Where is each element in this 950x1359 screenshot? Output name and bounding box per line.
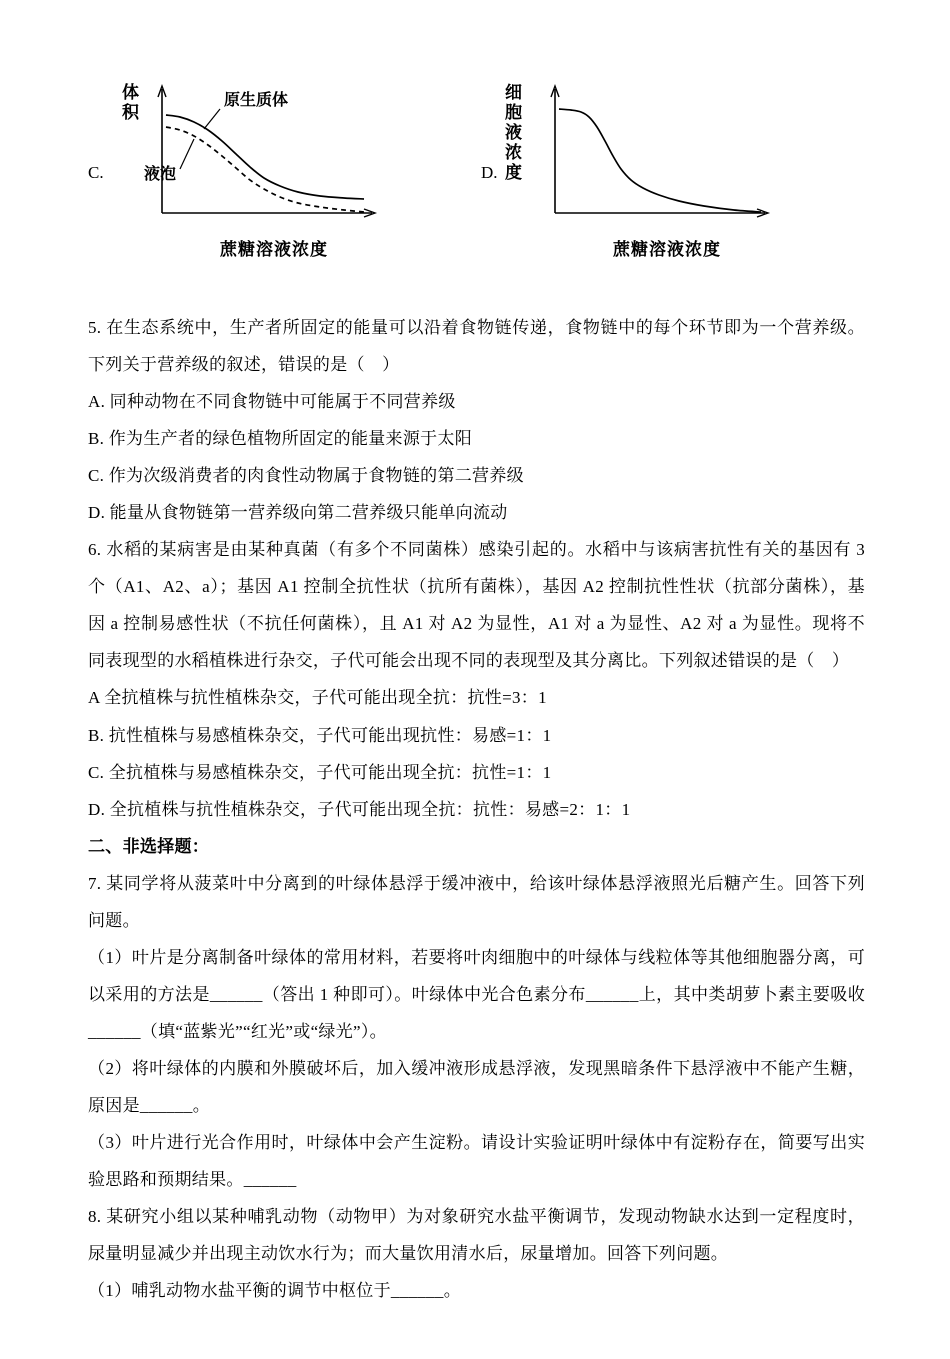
question-line: （3）叶片进行光合作用时，叶绿体中会产生淀粉。请设计实验证明叶绿体中有淀粉存在，简要写出实验思路和预期结果。______: [88, 1133, 865, 1190]
question-line: 5. 在生态系统中，生产者所固定的能量可以沿着食物链传递，食物链中的每个环节即为一个营养级。下列关于营养级的叙述，错误的是（ ）: [88, 318, 865, 375]
vacuole-leader-line: [180, 139, 194, 169]
option-letter-d: D.: [481, 163, 498, 182]
curve-label-protoplast: 原生质体: [224, 92, 289, 109]
question-line: C. 作为次级消费者的肉食性动物属于食物链的第二营养级: [88, 466, 524, 486]
chart-d-plot: [509, 75, 781, 235]
question-line: D. 能量从食物链第一营养级向第二营养级只能单向流动: [88, 503, 508, 523]
question-line: 6. 水稻的某病害是由某种真菌（有多个不同菌株）感染引起的。水稻中与该病害抗性有关的基因有 3 个（A1、A2、a）；基因 A1 控制全抗性状（抗所有菌株），基因 A2 控制抗性性状（抗部分菌株），基因 a 控制易感性状（不抗任何菌株），且 A1 对 A2 为显性，A1 对 a 为显性、A2 对 a 为显性。现将不同表现型的水稻植株进行杂交，子代可能会出现不同的表现型及其分离比。下列叙述错误的是（ ）: [88, 540, 865, 671]
question-line: C. 全抗植株与易感植株杂交，子代可能出现全抗：抗性=1：1: [88, 762, 552, 782]
curve-label-vacuole: 液泡: [144, 166, 177, 183]
question-line: 7. 某同学将从菠菜叶中分离到的叶绿体悬浮于缓冲液中，给该叶绿体悬浮液照光后糖产生。回答下列问题。: [88, 873, 865, 930]
chart-c-figure: [116, 75, 388, 260]
question-line: （1）叶片是分离制备叶绿体的常用材料，若要将叶肉细胞中的叶绿体与线粒体等其他细胞器分离，可以采用的方法是______（答出 1 种即可）。叶绿体中光合色素分布______上，其中类胡萝卜素主要吸收______（填“蓝紫光”“红光”或“绿光”）。: [88, 947, 865, 1041]
chart-c-plot: [116, 75, 388, 235]
chart-c-x-axis-label: 蔗糖溶液浓度: [220, 240, 328, 259]
question-line: A. 同种动物在不同食物链中可能属于不同营养级: [88, 392, 456, 412]
curve-液泡: [166, 127, 364, 212]
chart-c-y-axis-label: 体积: [119, 83, 138, 123]
chart-option-d: [481, 75, 786, 275]
question-line: A 全抗植株与抗性植株杂交，子代可能出现全抗：抗性=3：1: [88, 688, 547, 708]
content: [88, 309, 865, 1309]
question-line: （2）将叶绿体的内膜和外膜破坏后，加入缓冲液形成悬浮液，发现黑暗条件下悬浮液中不能产生糖，原因是______。: [88, 1058, 865, 1115]
question-line: B. 抗性植株与易感植株杂交，子代可能出现抗性：易感=1：1: [88, 725, 552, 745]
question-line: B. 作为生产者的绿色植物所固定的能量来源于太阳: [88, 429, 473, 449]
protoplast-leader-line: [204, 109, 220, 129]
question-line: 8. 某研究小组以某种哺乳动物（动物甲）为对象研究水盐平衡调节，发现动物缺水达到一定程度时，尿量明显减少并出现主动饮水行为；而大量饮用清水后，尿量增加。回答下列问题。: [88, 1207, 865, 1264]
curve-细胞液浓度曲线: [559, 109, 761, 212]
option-charts-row: [88, 75, 865, 275]
chart-option-c: [88, 75, 393, 275]
chart-d-x-axis-label: 蔗糖溶液浓度: [613, 240, 721, 259]
question-line: （1）哺乳动物水盐平衡的调节中枢位于______。: [88, 1281, 461, 1301]
chart-d-y-axis-label: 细胞液浓度: [502, 83, 521, 183]
section-header: 二、非选择题：: [88, 836, 210, 856]
option-letter-c: C.: [88, 163, 104, 182]
question-line: D. 全抗植株与抗性植株杂交，子代可能出现全抗：抗性：易感=2：1：1: [88, 799, 631, 819]
curve-原生质体: [166, 115, 364, 199]
chart-d-figure: [502, 75, 781, 260]
